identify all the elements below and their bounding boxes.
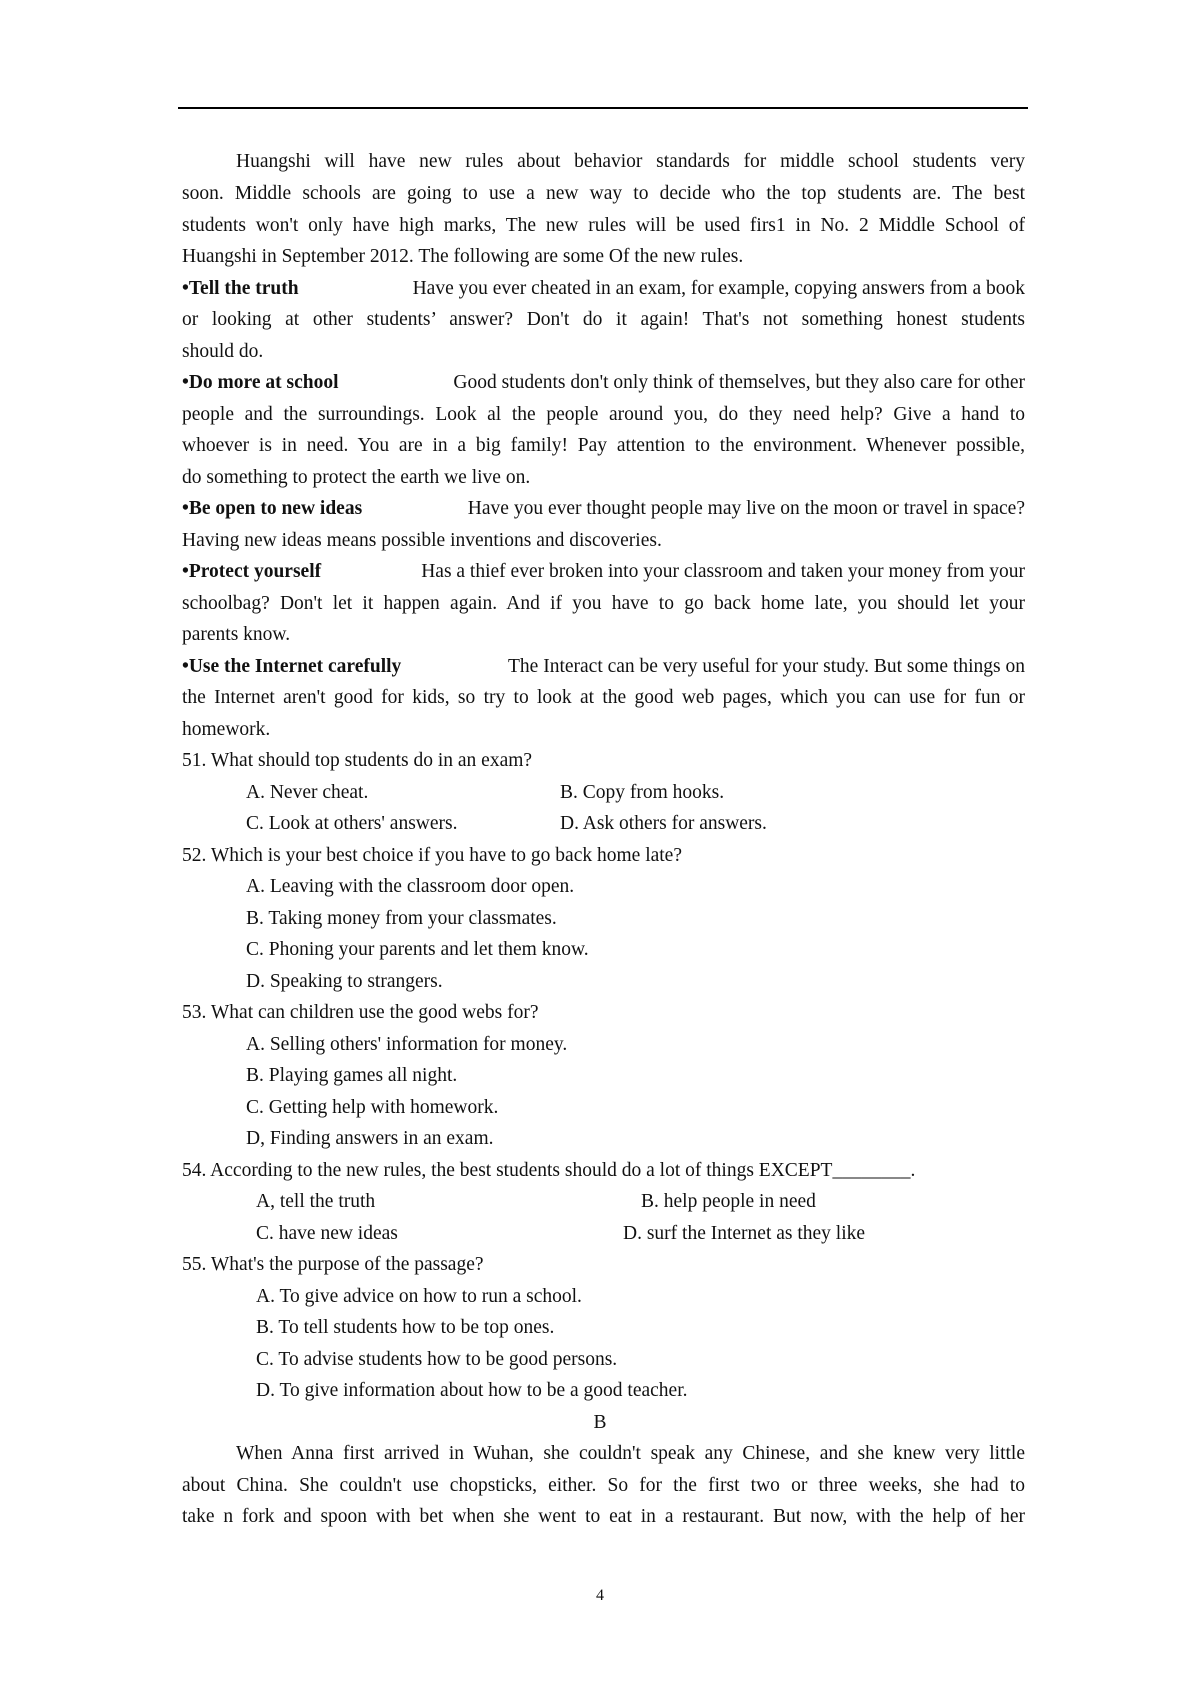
question-option: C. Getting help with homework. (246, 1097, 499, 1118)
question-option: A. Selling others' information for money. (246, 1034, 568, 1055)
question-option: D. Speaking to strangers. (246, 971, 443, 992)
question-option: C. have new ideas (256, 1223, 398, 1244)
rule-line: homework. (182, 719, 271, 740)
question-option: B. Taking money from your classmates. (246, 908, 557, 929)
section-heading: B (593, 1412, 607, 1433)
passage-line: soon. Middle schools are going to use a new way to decide who the top students are. The best (182, 183, 1025, 204)
question-option: B. Copy from hooks. (560, 782, 725, 803)
passage-line: Huangshi will have new rules about behavior standards for middle school students very (236, 151, 1025, 172)
question-option: A, tell the truth (256, 1191, 376, 1212)
question-option: B. To tell students how to be top ones. (256, 1317, 555, 1338)
question-stem: 54. According to the new rules, the best students should do a lot of things EXCEPT________. (182, 1160, 916, 1181)
rule-line: or looking at other students’ answer? Don't do it again! That's not something honest students (182, 309, 1025, 330)
rule-line: whoever is in need. You are in a big family! Pay attention to the environment. Whenever possible, (182, 435, 1025, 456)
question-option: A. Leaving with the classroom door open. (246, 876, 575, 897)
rule-first-line (182, 654, 1025, 680)
rule-line: schoolbag? Don't let it happen again. And if you have to go back home late, you should let your (182, 593, 1025, 614)
passage-line: take n fork and spoon with bet when she went to eat in a restaurant. But now, with the help of her (182, 1506, 1025, 1527)
question-option: A. To give advice on how to run a school. (256, 1286, 582, 1307)
question-stem: 55. What's the purpose of the passage? (182, 1254, 484, 1275)
question-option: C. Phoning your parents and let them know. (246, 939, 589, 960)
rule-line: should do. (182, 341, 264, 362)
question-stem: 53. What can children use the good webs for? (182, 1002, 539, 1023)
rule-line: do something to protect the earth we live on. (182, 467, 531, 488)
rule-text: Have you ever cheated in an exam, for example, copying answers from a book (412, 278, 1025, 299)
rule-heading: •Tell the truth (182, 278, 299, 299)
question-option: B. Playing games all night. (246, 1065, 458, 1086)
passage-line: Huangshi in September 2012. The following are some Of the new rules. (182, 246, 744, 267)
question-option: D. To give information about how to be a good teacher. (256, 1380, 688, 1401)
rule-text: Good students don't only think of themselves, but they also care for other (453, 372, 1025, 393)
rule-heading: •Protect yourself (182, 561, 322, 582)
rule-line: parents know. (182, 624, 291, 645)
rule-first-line (182, 559, 1025, 585)
passage-line: students won't only have high marks, The new rules will be used firs1 in No. 2 Middle School of (182, 215, 1025, 236)
rule-text: Have you ever thought people may live on the moon or travel in space? (467, 498, 1025, 519)
rule-first-line (182, 276, 1025, 302)
question-option: D, Finding answers in an exam. (246, 1128, 494, 1149)
rule-text: Has a thief ever broken into your classroom and taken your money from your (421, 561, 1025, 582)
question-option: D. Ask others for answers. (560, 813, 767, 834)
rule-line: people and the surroundings. Look al the people around you, do they need help? Give a hand to (182, 404, 1025, 425)
rule-heading: •Do more at school (182, 372, 339, 393)
rule-first-line (182, 496, 1025, 522)
rule-heading: •Use the Internet carefully (182, 656, 402, 677)
rule-line: Having new ideas means possible inventions and discoveries. (182, 530, 662, 551)
page-number: 4 (596, 1587, 604, 1604)
question-option: A. Never cheat. (246, 782, 369, 803)
passage-line: about China. She couldn't use chopsticks, either. So for the first two or three weeks, she had to (182, 1475, 1025, 1496)
question-stem: 51. What should top students do in an exam? (182, 750, 533, 771)
question-stem: 52. Which is your best choice if you have to go back home late? (182, 845, 682, 866)
question-option: C. Look at others' answers. (246, 813, 458, 834)
question-option: C. To advise students how to be good persons. (256, 1349, 618, 1370)
passage-line: When Anna first arrived in Wuhan, she couldn't speak any Chinese, and she knew very little (236, 1443, 1025, 1464)
rule-text: The Interact can be very useful for your study. But some things on (508, 656, 1025, 677)
rule-first-line (182, 370, 1025, 396)
question-option: B. help people in need (641, 1191, 816, 1212)
rule-heading: •Be open to new ideas (182, 498, 363, 519)
question-option: D. surf the Internet as they like (623, 1223, 866, 1244)
header-rule (178, 107, 1028, 109)
rule-line: the Internet aren't good for kids, so try to look at the good web pages, which you can use for fun or (182, 687, 1025, 708)
